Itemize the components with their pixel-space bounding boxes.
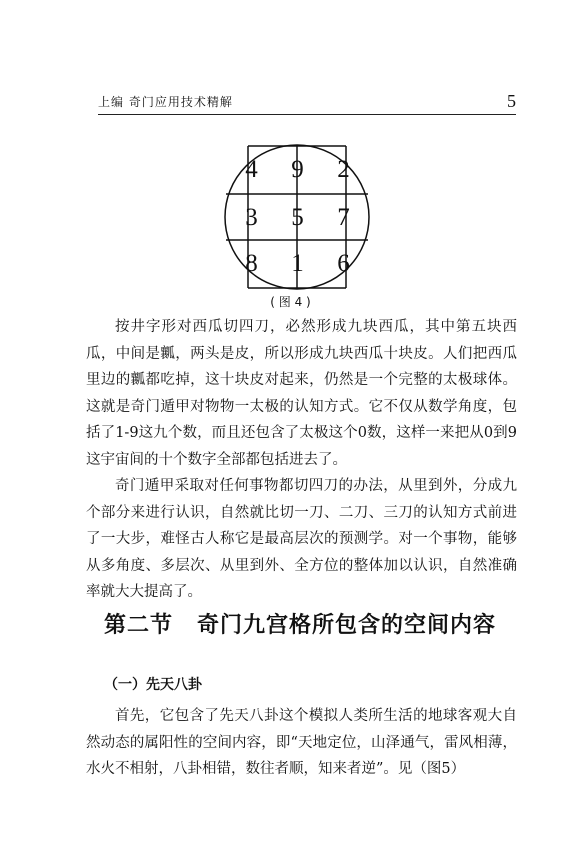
body-paragraph: 按井字形对西瓜切四刀，必然形成九块西瓜，其中第五块西瓜，中间是瓤，两头是皮，所以形成九块西瓜十块皮。人们把西瓜里边的瓤都吃掉，这十块皮对起来，仍然是一个完整的太极球体。这就是奇门遁甲对物物一太极的认知方式。它不仅从数学角度，包括了1-9这九个数，而且还包含了太极这个0数，这样一来把从0到9这宇宙间的十个数字全部都包括进去了。: [86, 319, 517, 468]
section-title: 奇门九宫格所包含的空间内容: [197, 612, 497, 638]
grid-cell-number: 6: [337, 250, 350, 277]
nine-palace-figure: [223, 143, 371, 291]
figure-caption: ( 图 4 ): [270, 295, 311, 309]
section-number: 第二节: [104, 612, 174, 638]
grid-cell-number: 1: [291, 250, 304, 277]
running-header: [98, 88, 516, 115]
grid-cell-number: 4: [245, 156, 258, 183]
grid-cell-number: 2: [337, 156, 350, 183]
grid-cell-number: 9: [291, 156, 304, 183]
grid-cell-number: 7: [337, 204, 350, 231]
subsection-heading: （一）先天八卦: [104, 677, 202, 693]
grid-cell-number: 3: [245, 204, 258, 231]
body-paragraph: 首先，它包含了先天八卦这个模拟人类所生活的地球客观大自然动态的属阳性的空间内容，即“天地定位，山泽通气，雷风相薄，水火不相射，八卦相错，数往者顺，知来者逆”。见（图5）: [86, 708, 517, 777]
grid-cell-number: 8: [245, 250, 258, 277]
page-number: 5: [507, 91, 516, 111]
header-title: 上编 奇门应用技术精解: [98, 95, 233, 109]
grid-cell-number: 5: [291, 204, 304, 231]
body-paragraph: 奇门遁甲采取对任何事物都切四刀的办法，从里到外，分成九个部分来进行认识，自然就比切一刀、二刀、三刀的认知方式前进了一大步，难怪古人称它是最高层次的预测学。对一个事物，能够从多角度、多层次、从里到外、全方位的整体加以认识，自然准确率就大大提高了。: [86, 478, 517, 600]
section-heading: [104, 608, 496, 639]
